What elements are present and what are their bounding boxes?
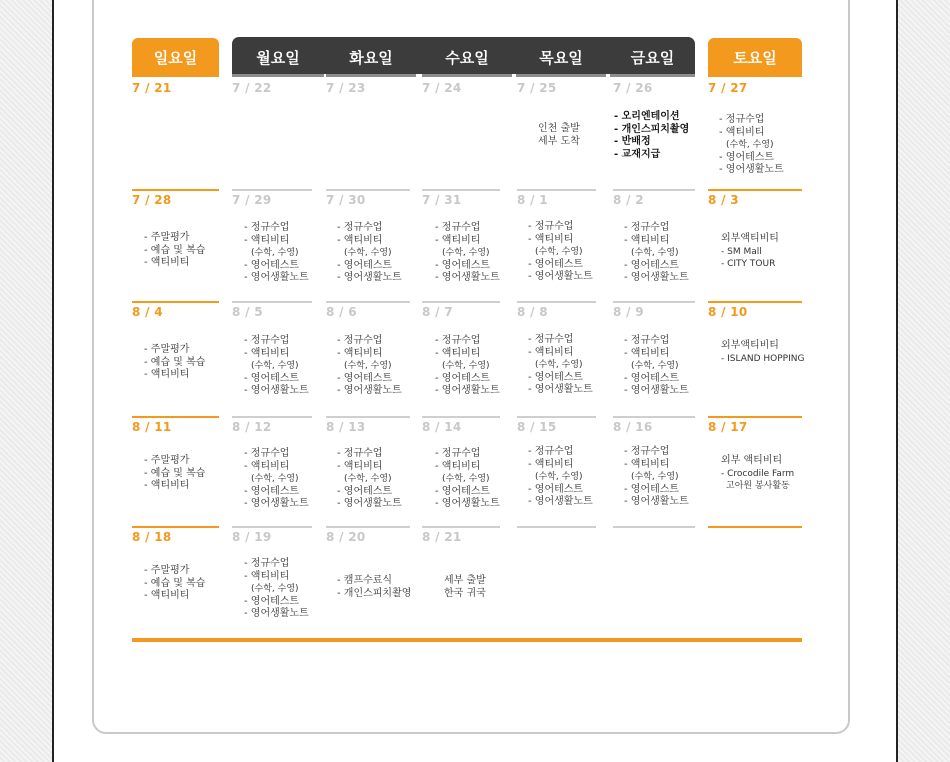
event-list [144,455,205,493]
event-item: - 영어생활노트 [337,385,402,397]
date-label: 8 / 11 [132,420,172,434]
date-label: 7 / 21 [132,81,172,95]
event-item: - 영어생활노트 [337,498,402,510]
event-item: - 영어테스트 [244,595,300,607]
event-list [244,222,309,285]
event-item: - 캠프수료식 [337,575,393,586]
event-item: - 영어테스트 [719,151,775,163]
day-divider [422,189,500,191]
date-label: 8 / 5 [232,305,263,319]
event-item: (수학, 수영) [251,584,299,595]
day-header: 목요일 [539,49,583,67]
event-list [624,335,689,398]
day-divider [708,416,802,418]
event-item: (수학, 수영) [535,360,583,371]
event-list [624,222,689,285]
day-divider [232,526,312,528]
event-item: - 액티비티 [244,570,290,582]
event-list [337,575,411,600]
event-item: - 예습 및 복습 [144,356,206,368]
day-header: 화요일 [349,49,393,67]
event-item: - 액티비티 [435,460,481,472]
day-divider [326,526,410,528]
date-label: 8 / 1 [517,193,548,207]
event-item: - 정규수업 [244,222,290,233]
date-label: 7 / 27 [708,81,748,95]
event-list [337,335,402,398]
event-item: - 액티비티 [624,458,670,470]
event-item: (수학, 수영) [442,361,490,372]
event-item: - 영어테스트 [528,483,584,495]
event-list [144,344,205,382]
event-item: - 정규수업 [528,334,574,345]
event-item: 외부액티비티 [721,233,779,244]
event-list [244,448,309,511]
event-item: - 교재지급 [614,148,661,160]
event-item: - 정규수업 [624,446,670,457]
event-item: - 정규수업 [624,222,670,233]
event-item: 세부 출발 [444,575,486,586]
event-item: - 정규수업 [244,335,290,346]
event-item: - 영어테스트 [624,372,680,384]
event-item: - 영어생활노트 [624,272,689,284]
date-label: 8 / 19 [232,530,272,544]
event-item: (수학, 수영) [251,361,299,372]
day-divider [422,416,500,418]
event-item: (수학, 수영) [726,140,774,151]
event-list [337,222,402,285]
date-label: 7 / 25 [517,81,557,95]
event-item: - 액티비티 [337,234,383,246]
event-item: - 정규수업 [528,446,574,457]
event-item: (수학, 수영) [442,474,490,485]
event-item: - 영어테스트 [624,483,680,495]
event-item: - 액티비티 [624,347,670,359]
day-divider [613,526,695,528]
event-item: - Crocodile Farm [721,468,795,479]
date-label: 8 / 8 [517,305,548,319]
event-item: - 영어테스트 [244,259,300,271]
event-item: - 정규수업 [337,222,383,233]
date-label: 8 / 7 [422,305,453,319]
date-label: 8 / 21 [422,530,462,544]
day-header-underline [326,74,416,77]
event-item: - 영어생활노트 [244,498,309,510]
event-list [244,335,309,398]
event-item: - SM Mall [721,246,762,257]
date-label: 8 / 6 [326,305,357,319]
date-label: 8 / 13 [326,420,366,434]
date-label: 7 / 24 [422,81,462,95]
day-divider [517,526,596,528]
event-item: - 액티비티 [337,460,383,472]
day-divider [132,416,219,418]
day-header-underline [232,74,324,77]
event-item: 세부 도착 [538,135,580,147]
event-item: 고아원 봉사활동 [726,481,790,492]
event-item: - 영어테스트 [337,485,393,497]
event-item: - 액티비티 [528,233,574,245]
event-item: (수학, 수영) [344,474,392,485]
event-list [144,232,205,270]
event-item: 외부액티비티 [721,340,779,351]
event-item: - 정규수업 [435,335,481,346]
event-list [144,565,205,603]
event-list [444,575,486,600]
event-list [624,446,689,509]
event-item: (수학, 수영) [442,248,490,259]
date-label: 8 / 17 [708,420,748,434]
event-item: - 영어생활노트 [244,608,309,620]
date-label: 8 / 12 [232,420,272,434]
day-divider [326,416,410,418]
event-item: - 정규수업 [337,335,383,346]
event-item: (수학, 수영) [251,474,299,485]
event-item: - 영어생활노트 [435,385,500,397]
event-item: 외부 액티비티 [721,455,783,466]
day-divider [613,189,695,191]
event-item: 한국 귀국 [444,587,486,599]
date-label: 7 / 31 [422,193,462,207]
event-item: - 영어테스트 [435,372,491,384]
event-list [435,222,500,285]
event-item: - 영어테스트 [337,259,393,271]
event-item: - 영어생활노트 [719,164,784,176]
event-list [538,123,580,148]
event-list [614,111,689,161]
event-item: - 액티비티 [337,347,383,359]
event-list [721,233,779,271]
event-item: - 영어테스트 [244,485,300,497]
day-divider [422,301,500,303]
date-label: 8 / 16 [613,420,653,434]
event-list [435,448,500,511]
day-divider [422,526,500,528]
event-item: (수학, 수영) [344,248,392,259]
event-item: (수학, 수영) [344,361,392,372]
date-label: 7 / 30 [326,193,366,207]
day-divider [517,416,596,418]
event-item: - 액티비티 [144,257,190,269]
calendar-bottom-rule [132,638,802,642]
day-divider [326,301,410,303]
date-label: 8 / 18 [132,530,172,544]
event-list [528,334,593,397]
day-header-underline [132,74,219,77]
event-item: - 주말평가 [144,455,190,466]
event-item: - 영어생활노트 [435,498,500,510]
date-label: 8 / 14 [422,420,462,434]
day-header: 금요일 [630,49,675,67]
event-item: - 정규수업 [244,448,290,459]
event-item: - 액티비티 [144,590,190,602]
day-divider [613,301,695,303]
event-list [528,446,593,509]
date-label: 8 / 3 [708,193,739,207]
day-divider [132,189,219,191]
event-item: - 영어생활노트 [624,385,689,397]
event-item: (수학, 수영) [631,361,679,372]
event-item: - 영어테스트 [435,259,491,271]
event-item: - 개인스피치촬영 [337,587,412,599]
day-header: 수요일 [445,49,489,67]
day-divider [708,189,802,191]
event-list [721,340,804,365]
day-divider [232,301,312,303]
event-item: - 영어테스트 [528,258,584,270]
event-item: - ISLAND HOPPING [721,353,805,364]
event-item: (수학, 수영) [535,247,583,258]
event-item: - 예습 및 복습 [144,467,206,479]
date-label: 7 / 26 [613,81,653,95]
event-item: (수학, 수영) [631,472,679,483]
event-item: - 영어생활노트 [244,385,309,397]
event-item: - 정규수업 [244,558,290,569]
event-item: - 정규수업 [337,448,383,459]
event-list [719,114,784,177]
date-label: 8 / 9 [613,305,644,319]
event-item: - 액티비티 [435,234,481,246]
date-label: 8 / 2 [613,193,644,207]
event-item: - 영어테스트 [435,485,491,497]
day-divider [708,526,802,528]
event-item: - 예습 및 복습 [144,244,206,256]
event-item: - 액티비티 [244,347,290,359]
day-divider [708,301,802,303]
event-list [337,448,402,511]
event-item: - 영어생활노트 [435,272,500,284]
day-divider [132,526,219,528]
day-divider [232,416,312,418]
event-list [244,558,309,621]
event-item: - 정규수업 [435,448,481,459]
day-divider [232,189,312,191]
day-divider [517,301,596,303]
date-label: 8 / 4 [132,305,163,319]
event-item: - 주말평가 [144,565,190,576]
date-label: 8 / 15 [517,420,557,434]
event-item: - 주말평가 [144,344,190,355]
day-divider [326,189,410,191]
event-item: - 정규수업 [435,222,481,233]
date-label: 8 / 20 [326,530,366,544]
day-divider [132,301,219,303]
event-item: - 정규수업 [719,114,765,125]
event-item: - 영어테스트 [337,372,393,384]
event-item: - 영어테스트 [244,372,300,384]
event-item: - 영어생활노트 [528,496,593,508]
day-header: 토요일 [708,38,802,74]
event-item: - 액티비티 [144,369,190,381]
event-item: - 영어테스트 [528,371,584,383]
event-item: - 오리엔테이션 [614,111,680,122]
event-item: - 액티비티 [244,460,290,472]
event-item: - 액티비티 [528,458,574,470]
event-item: - 정규수업 [528,221,574,232]
day-header-underline [516,74,606,77]
event-item: - 액티비티 [435,347,481,359]
event-list [721,455,794,493]
event-item: - 영어생활노트 [528,271,593,283]
event-item: - 영어생활노트 [624,496,689,508]
event-item: (수학, 수영) [631,248,679,259]
date-label: 7 / 29 [232,193,272,207]
event-item: - 영어생활노트 [244,272,309,284]
day-divider [517,189,596,191]
day-header-underline [422,74,512,77]
day-header: 월요일 [256,49,300,67]
event-list [435,335,500,398]
date-label: 7 / 28 [132,193,172,207]
day-divider [613,416,695,418]
event-item: - 반배정 [614,136,651,148]
event-item: - 주말평가 [144,232,190,243]
event-item: - 액티비티 [624,234,670,246]
event-item: 인천 출발 [538,123,580,134]
date-label: 8 / 10 [708,305,748,319]
event-item: (수학, 수영) [251,248,299,259]
date-label: 7 / 23 [326,81,366,95]
event-item: - 영어생활노트 [337,272,402,284]
date-label: 7 / 22 [232,81,272,95]
day-header: 일요일 [132,38,219,74]
event-item: - 영어생활노트 [528,384,593,396]
event-item: - 예습 및 복습 [144,577,206,589]
event-item: - 영어테스트 [624,259,680,271]
event-item: - CITY TOUR [721,259,776,270]
event-item: - 액티비티 [719,126,765,138]
event-item: - 정규수업 [624,335,670,346]
event-list [528,221,593,284]
day-header-underline [610,74,695,77]
event-item: - 액티비티 [528,346,574,358]
day-header-underline [708,74,802,77]
event-item: (수학, 수영) [535,472,583,483]
event-item: - 액티비티 [244,234,290,246]
event-item: - 개인스피치촬영 [614,123,690,135]
event-item: - 액티비티 [144,480,190,492]
